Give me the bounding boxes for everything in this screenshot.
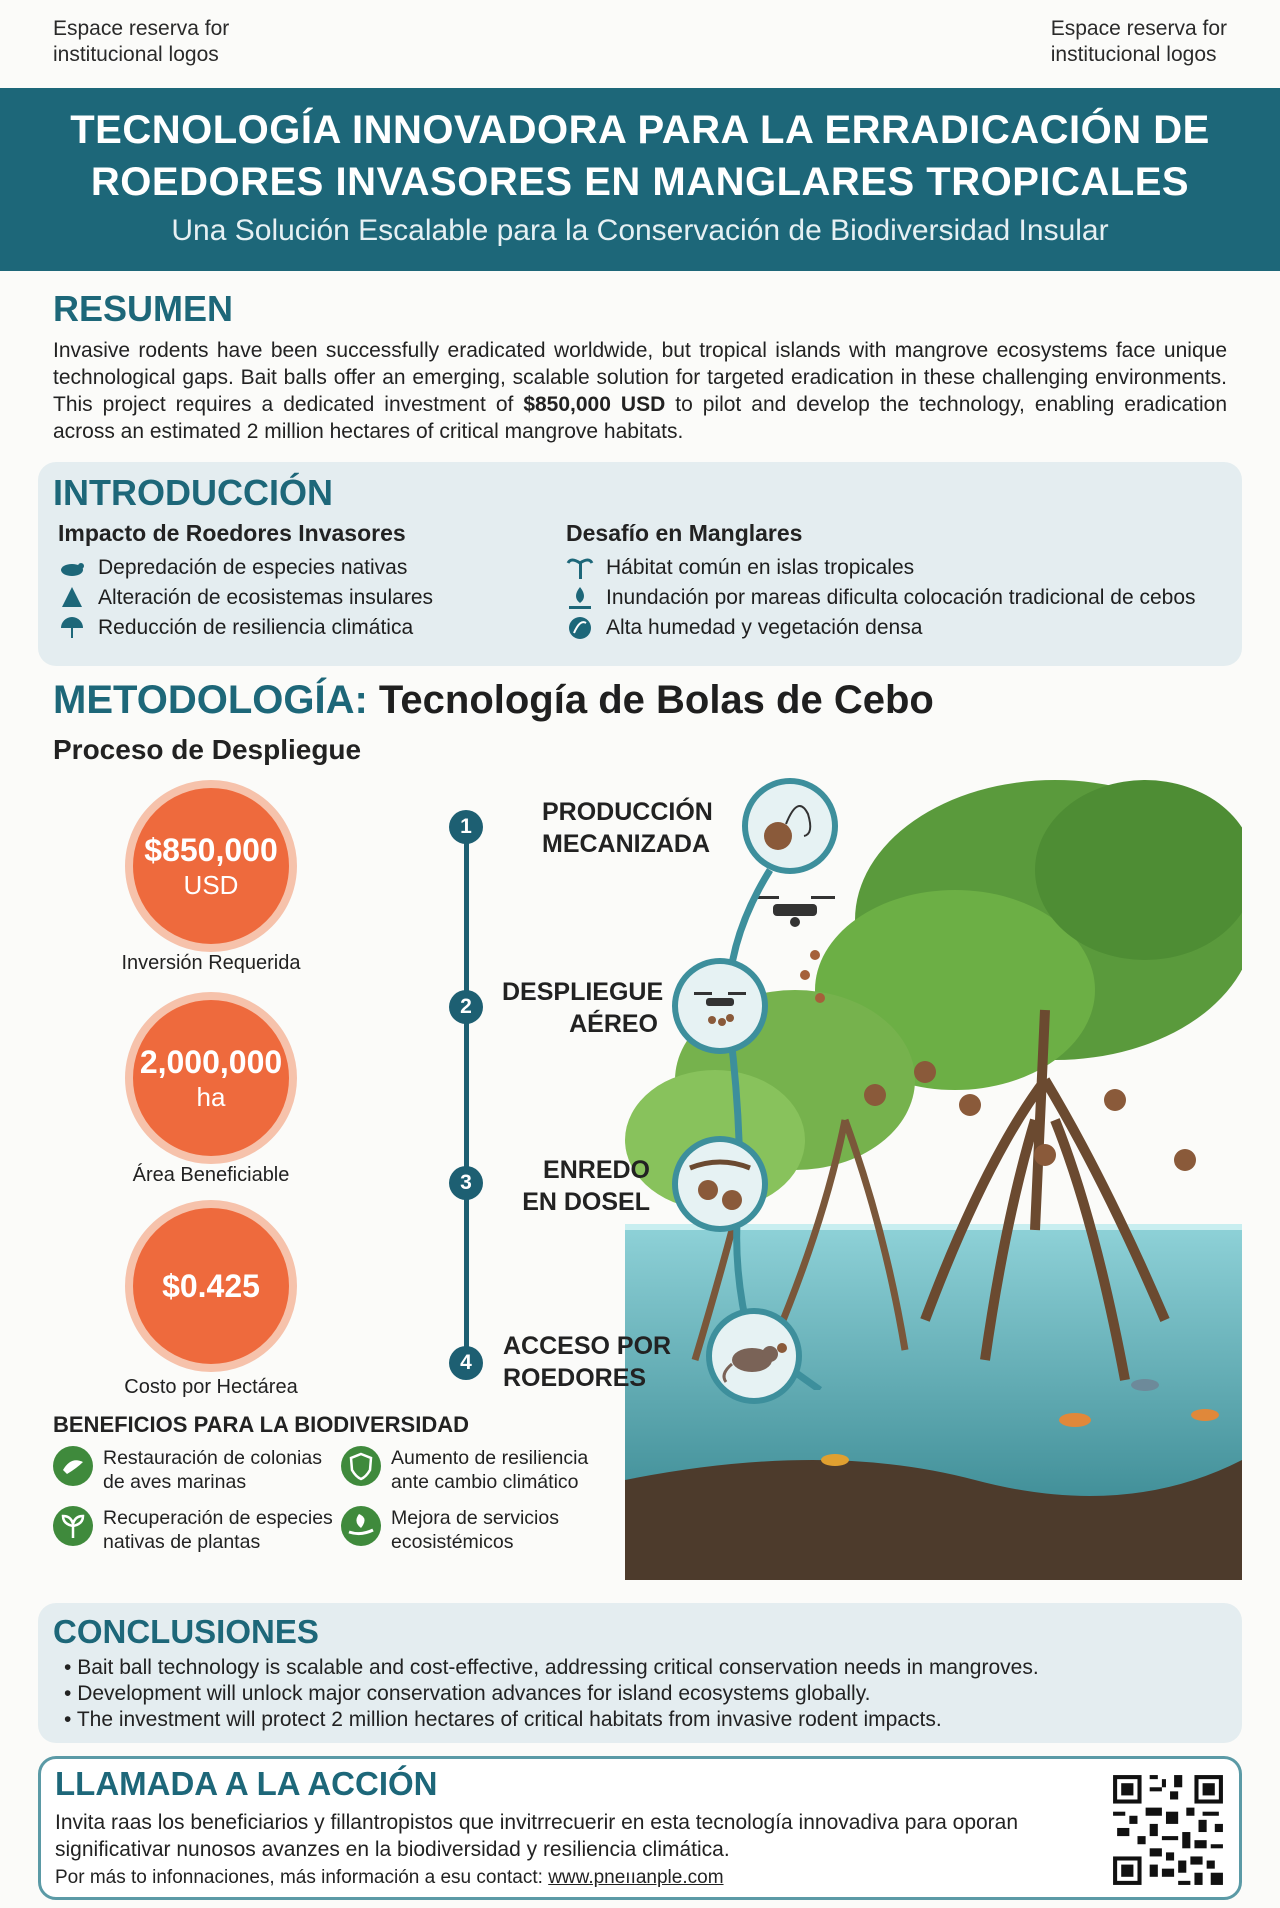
conclusions-card bbox=[38, 1603, 1242, 1743]
list-item: Inundación por mareas dificulta colocación tradicional de cebos bbox=[566, 583, 1196, 613]
list-item: • The investment will protect 2 million hectares of critical habitats from invasive rodent impacts. bbox=[64, 1708, 942, 1731]
logo-placeholder-left: Espace reserva for institucional logos bbox=[53, 17, 230, 66]
benefits-title: BENEFICIOS PARA LA BIODIVERSIDAD bbox=[53, 1412, 469, 1437]
ecosystem-icon bbox=[58, 585, 86, 611]
list-item: Hábitat común en islas tropicales bbox=[566, 553, 1196, 583]
leaf-icon bbox=[566, 615, 594, 641]
list-item: Alteración de ecosistemas insulares bbox=[58, 583, 433, 613]
list-item: • Bait ball technology is scalable and cost-effective, addressing critical conservation needs in mangroves. bbox=[64, 1656, 1039, 1679]
page-subtitle: Una Solución Escalable para la Conservación de Biodiversidad Insular bbox=[171, 214, 1109, 247]
resumen-title: RESUMEN bbox=[53, 288, 234, 329]
step-label-aerial: DESPLIEGUE AÉREO bbox=[502, 978, 664, 1038]
qr-code[interactable] bbox=[1109, 1771, 1227, 1889]
step-number: 2 bbox=[449, 990, 483, 1024]
list-item: • Development will unlock major conservation advances for island ecosystems globally. bbox=[64, 1682, 871, 1705]
step-number: 1 bbox=[449, 810, 483, 844]
intro-column-impact bbox=[58, 520, 433, 643]
rat-icon bbox=[706, 1308, 802, 1404]
step-label-production: PRODUCCIÓN MECANIZADA bbox=[542, 798, 713, 858]
step-number: 3 bbox=[449, 1166, 483, 1200]
resumen-text-end: to pilot and develop the technology, enabling eradication across an estimated 2 million hectares of critical mangrove habitats. bbox=[53, 393, 1227, 443]
canopy-entanglement-icon bbox=[672, 1136, 768, 1232]
timeline-line bbox=[464, 826, 469, 1366]
intro-card bbox=[38, 462, 1242, 666]
page-title bbox=[0, 88, 1280, 208]
resumen-text-start: Invasive rodents have been successfully eradicated worldwide, but tropical islands with mangrove ecosystems face unique technological gaps. Bait balls offer an emerging, scalable solution for targeted eradication in these challenging environments. This project requires a dedicated investment of bbox=[53, 339, 1227, 416]
step-number: 4 bbox=[449, 1346, 483, 1380]
hand-leaf-icon bbox=[341, 1506, 381, 1546]
resumen-text bbox=[53, 337, 1227, 445]
process-title: Proceso de Despliegue bbox=[53, 734, 362, 765]
stat-investment: $850,000 USD bbox=[125, 780, 297, 952]
cta-text: Invita raas los beneficiarios y fillantropistos que invitrrecuerir en esta tecnología innovadiva para oporan significativar nunosos avanzes en la biodiversidad y resiliencia climática. bbox=[55, 1811, 1019, 1861]
intro-column-challenge bbox=[566, 520, 1196, 643]
water-drop-icon bbox=[566, 585, 594, 611]
stat-cost-per-hectare: $0.425 bbox=[125, 1200, 297, 1372]
list-item: Depredación de especies nativas bbox=[58, 553, 433, 583]
rodent-icon bbox=[58, 555, 86, 581]
stat-caption: Área Beneficiable bbox=[132, 1164, 290, 1186]
list-item: Reducción de resiliencia climática bbox=[58, 613, 433, 643]
step-label-canopy: ENREDO EN DOSEL bbox=[522, 1156, 650, 1216]
cta-card bbox=[38, 1756, 1242, 1900]
title-line-1: TECNOLOGÍA INNOVADORA PARA LA ERRADICACIÓN DE bbox=[70, 108, 1210, 152]
benefit-item: Restauración de colonias de aves marinas bbox=[53, 1446, 322, 1494]
drone-icon bbox=[672, 958, 768, 1054]
palm-tree-icon bbox=[566, 555, 594, 581]
benefit-item: Aumento de resiliencia ante cambio climático bbox=[341, 1446, 588, 1494]
benefit-item: Recuperación de especies nativas de plantas bbox=[53, 1506, 333, 1554]
investment-highlight: $850,000 USD bbox=[523, 393, 666, 416]
shield-icon bbox=[341, 1446, 381, 1486]
intro-col2-title: Desafío en Manglares bbox=[566, 520, 803, 546]
cta-contact: Por más to infonnaciones, más información a esu contact: www.pneııanple.com bbox=[55, 1867, 724, 1888]
methodology-title: METODOLOGÍA: Tecnología de Bolas de Cebo bbox=[53, 678, 934, 722]
logo-placeholder-right: Espace reserva for institucional logos bbox=[1050, 17, 1227, 66]
umbrella-icon bbox=[58, 615, 86, 641]
production-icon bbox=[742, 778, 838, 874]
stat-caption: Costo por Hectárea bbox=[124, 1376, 298, 1398]
cta-title: LLAMADA A LA ACCIÓN bbox=[55, 1765, 438, 1802]
list-item: Alta humedad y vegetación densa bbox=[566, 613, 1196, 643]
conclusions-title: CONCLUSIONES bbox=[53, 1613, 319, 1650]
intro-col1-title: Impacto de Roedores Invasores bbox=[58, 520, 406, 546]
stat-caption: Inversión Requerida bbox=[121, 952, 301, 974]
stat-area: 2,000,000 ha bbox=[125, 992, 297, 1164]
step-label-rodent-access: ACCESO POR ROEDORES bbox=[503, 1332, 672, 1392]
timeline-connector bbox=[640, 830, 840, 1390]
title-line-2: ROEDORES INVASORES EN MANGLARES TROPICALES bbox=[90, 160, 1190, 204]
benefit-item: Mejora de servicios ecosistémicos bbox=[341, 1506, 559, 1554]
intro-title: INTRODUCCIÓN bbox=[53, 472, 333, 513]
contact-link[interactable]: www.pneııanple.com bbox=[548, 1867, 724, 1888]
sprout-icon bbox=[53, 1506, 93, 1546]
bird-icon bbox=[53, 1446, 93, 1486]
title-banner bbox=[0, 88, 1280, 271]
